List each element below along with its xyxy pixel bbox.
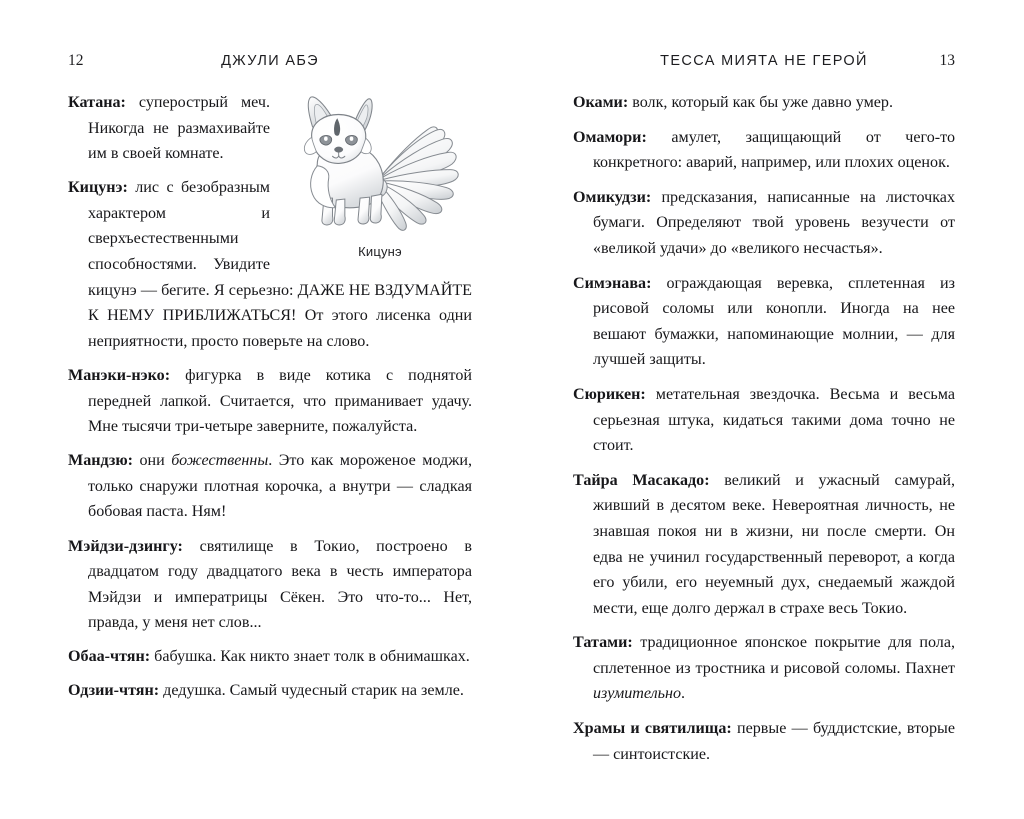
glossary-term: Симэнава:: [573, 274, 652, 292]
right-page-text-column: [573, 90, 955, 776]
glossary-definition: святилище в Токио, построено в двадцатом году двадцатого века в честь императора Мэйдзи и императрицы Сёкен. Это что-то... Нет, правда, у меня нет слов...: [88, 537, 472, 632]
glossary-entry: [68, 534, 472, 636]
glossary-term: Обаа-чтян:: [68, 648, 151, 666]
glossary-entry: [573, 716, 955, 767]
glossary-definition-part: традиционное японское покрытие для пола, сплетенное из тростника и рисовой соломы. Пахнет: [593, 634, 955, 677]
glossary-definition: метательная звездочка. Весьма и весьма серьезная штука, кидаться такими дома точно не стоит.: [593, 385, 955, 455]
glossary-term: Сюрикен:: [573, 385, 646, 403]
nine-tailed-fox-illustration: [285, 86, 475, 238]
glossary-definition-part: . Это как мороженое моджи, только снаружи плотная корочка, а внутри — сладкая бобовая паста. Ням!: [88, 452, 472, 521]
glossary-term: Омикудзи:: [573, 188, 652, 206]
glossary-entry: [573, 630, 955, 707]
glossary-definition: суперострый меч. Никогда не размахивайте им в своей комнате.: [88, 94, 270, 163]
glossary-term: Кицунэ:: [68, 179, 128, 197]
glossary-entry: [573, 271, 955, 373]
glossary-term: Омамори:: [573, 128, 647, 146]
glossary-definition: дедушка. Самый чудесный старик на земле.: [159, 682, 464, 700]
glossary-term: Оками:: [573, 94, 629, 111]
fox-eye-highlight-left: [324, 137, 328, 141]
glossary-entry: [68, 644, 472, 670]
glossary-definition-part: они: [132, 452, 172, 470]
folio-right-page: 13: [939, 52, 955, 69]
fox-hind-leg-right: [370, 194, 382, 223]
glossary-definition: великий и ужасный самурай, живший в десятом веке. Невероятная личность, не знавшая покоя ни в жизни, ни после смерти. Он едва не учинил государственный переворот, а когда его убили, его неуемный дух, снедаемый жаждой мести, еще долго держал в страхе весь Токио.: [593, 471, 955, 617]
glossary-entry: [573, 382, 955, 459]
glossary-definition: бабушка. Как никто знает толк в обнимашках.: [150, 648, 470, 666]
running-head-right-page: ТЕССА МИЯТА НЕ ГЕРОЙ: [660, 53, 868, 69]
glossary-term: Одзии-чтян:: [68, 682, 160, 700]
glossary-entry: [68, 678, 472, 704]
left-page-text-column: [68, 90, 472, 704]
glossary-term: Храмы и святилища:: [573, 720, 732, 738]
glossary-entry: [573, 125, 955, 176]
figure-caption: Кицунэ: [358, 244, 402, 259]
glossary-definition-part: .: [681, 685, 686, 703]
glossary-entry: [573, 468, 955, 622]
glossary-definition: предсказания, написанные на листочках бумаги. Определяют твой уровень везучести от «великой удачи» до «великого несчастья».: [593, 188, 955, 257]
glossary-emphasis: изумительно: [593, 685, 682, 703]
glossary-term: Тайра Масакадо:: [573, 471, 710, 489]
glossary-entry: [573, 185, 955, 262]
running-head-left-page: ДЖУЛИ АБЭ: [221, 53, 319, 69]
glossary-entry: [573, 90, 955, 116]
glossary-definition: ограждающая веревка, сплетенная из рисовой соломы или конопли. Иногда на нее вешают бумажки, напоминающие молнии, — для лучшей защиты.: [593, 274, 955, 369]
glossary-definition: амулет, защищающий от чего-то конкретного: аварий, например, или плохих оценок.: [593, 128, 955, 172]
glossary-definition: лис с безобразным характером и сверхъестественными способностями. Увидите кицунэ — бегите. Я серьезно: ДАЖЕ НЕ ВЗДУМАЙТЕ К НЕМУ ПРИБЛИЖАТЬСЯ! От этого лисенка одни неприятности, просто поверьте на слово.: [88, 179, 472, 350]
fox-front-leg-right: [334, 199, 345, 225]
glossary-definition: волк, который как бы уже давно умер.: [628, 94, 893, 111]
glossary-definition: первые — буддистские, вторые — синтоистские.: [593, 720, 955, 763]
glossary-term: Манэки-нэко:: [68, 366, 171, 384]
glossary-term: Катана:: [68, 94, 126, 111]
kitsune-figure: [280, 86, 480, 259]
glossary-term: Мандзю:: [68, 452, 133, 470]
fox-hind-leg-left: [358, 197, 370, 224]
glossary-term: Мэйдзи-дзингу:: [68, 537, 183, 555]
glossary-definition: фигурка в виде котика с поднятой передней лапкой. Считается, что приманивает удачу. Мне тысячи три-четыре заверните, пожалуйста.: [88, 366, 472, 436]
glossary-entry: [68, 363, 472, 440]
folio-left-page: 12: [68, 52, 84, 69]
fox-eye-highlight-right: [350, 137, 354, 141]
glossary-emphasis: божественны: [171, 452, 269, 470]
glossary-entry: [68, 448, 472, 525]
glossary-term: Татами:: [573, 634, 633, 652]
